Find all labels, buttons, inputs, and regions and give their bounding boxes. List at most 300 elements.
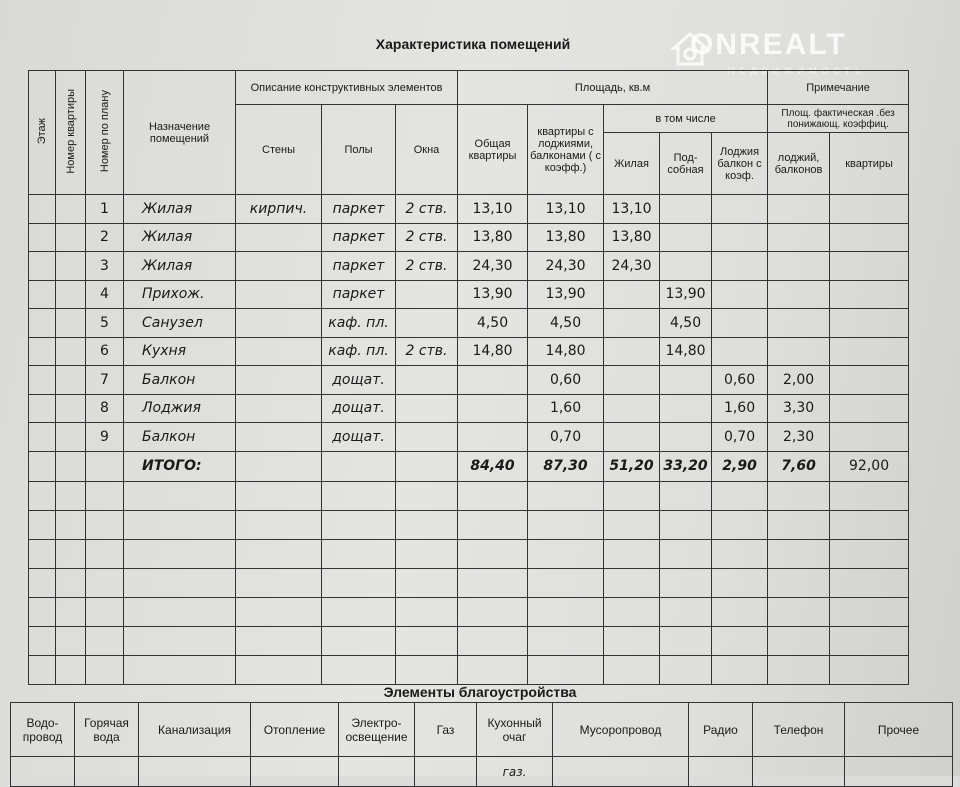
empty-cell xyxy=(830,626,909,655)
cell-windows xyxy=(396,451,458,481)
empty-cell xyxy=(768,510,830,539)
empty-cell xyxy=(528,539,604,568)
amenity-value xyxy=(339,757,415,787)
cell-floors: дощат. xyxy=(322,423,396,452)
empty-cell xyxy=(712,510,768,539)
empty-cell xyxy=(528,626,604,655)
empty-cell xyxy=(458,568,528,597)
empty-cell xyxy=(86,626,124,655)
cell-floor xyxy=(29,223,56,252)
cell-apt-no xyxy=(56,223,86,252)
header-living: Жилая xyxy=(604,133,660,195)
cell-with-loggia: 13,80 xyxy=(528,223,604,252)
amenities-values-row xyxy=(11,757,953,787)
totals-label: ИТОГО: xyxy=(124,451,236,481)
cell-plan-no: 7 xyxy=(86,366,124,395)
empty-row xyxy=(29,626,909,655)
empty-row xyxy=(29,539,909,568)
cell-windows xyxy=(396,366,458,395)
table-row xyxy=(29,223,909,252)
cell-actual-loggia xyxy=(768,195,830,224)
empty-cell xyxy=(86,655,124,684)
cell-loggia: 1,60 xyxy=(712,394,768,423)
cell-floor xyxy=(29,337,56,366)
cell-purpose: Санузел xyxy=(124,309,236,338)
empty-cell xyxy=(528,655,604,684)
amenity-value xyxy=(139,757,251,787)
cell-loggia xyxy=(712,309,768,338)
empty-cell xyxy=(236,510,322,539)
empty-cell xyxy=(396,597,458,626)
cell-actual-apt xyxy=(830,252,909,281)
empty-cell xyxy=(56,655,86,684)
amenity-value xyxy=(251,757,339,787)
empty-cell xyxy=(830,510,909,539)
amenity-header: Электро-освещение xyxy=(339,703,415,757)
cell-loggia: 0,60 xyxy=(712,366,768,395)
cell-walls xyxy=(236,309,322,338)
empty-cell xyxy=(458,539,528,568)
empty-cell xyxy=(458,655,528,684)
empty-row xyxy=(29,481,909,510)
cell-aux: 13,90 xyxy=(660,280,712,309)
empty-cell xyxy=(124,655,236,684)
empty-cell xyxy=(768,568,830,597)
cell-aux xyxy=(660,423,712,452)
cell-plan-no: 9 xyxy=(86,423,124,452)
empty-cell xyxy=(528,597,604,626)
watermark-sub: НЕДВИЖИМОСТЬ xyxy=(728,66,866,76)
header-walls: Стены xyxy=(236,105,322,195)
empty-cell xyxy=(124,539,236,568)
header-loggia-coef: Лоджия балкон с коэф. xyxy=(712,133,768,195)
amenity-header: Телефон xyxy=(753,703,845,757)
amenities-header-row xyxy=(11,703,953,757)
empty-cell xyxy=(29,510,56,539)
cell-purpose: Жилая xyxy=(124,252,236,281)
empty-cell xyxy=(322,510,396,539)
amenity-header: Отопление xyxy=(251,703,339,757)
empty-cell xyxy=(396,510,458,539)
cell-walls xyxy=(236,394,322,423)
cell-walls xyxy=(236,280,322,309)
cell-total: 13,10 xyxy=(458,195,528,224)
cell-aux xyxy=(660,394,712,423)
empty-cell xyxy=(528,481,604,510)
empty-cell xyxy=(768,655,830,684)
amenity-value: газ. xyxy=(477,757,553,787)
table-row xyxy=(29,280,909,309)
cell-total: 4,50 xyxy=(458,309,528,338)
empty-cell xyxy=(236,539,322,568)
watermark-brand: ONREALT xyxy=(690,28,847,61)
cell-floors: дощат. xyxy=(322,394,396,423)
cell-actual-apt xyxy=(830,366,909,395)
header-actual-area: Площ. фактическая .без понижающ. коэффиц. xyxy=(768,105,909,133)
empty-cell xyxy=(712,597,768,626)
amenity-header: Кухонный очаг xyxy=(477,703,553,757)
cell-floors xyxy=(322,451,396,481)
empty-cell xyxy=(86,539,124,568)
empty-cell xyxy=(86,481,124,510)
cell-living: 13,10 xyxy=(604,195,660,224)
amenity-header: Прочее xyxy=(845,703,953,757)
empty-cell xyxy=(458,597,528,626)
cell-windows: 2 ств. xyxy=(396,337,458,366)
cell-purpose: Жилая xyxy=(124,195,236,224)
empty-cell xyxy=(660,597,712,626)
cell-purpose: Жилая xyxy=(124,223,236,252)
cell-floors: каф. пл. xyxy=(322,337,396,366)
table-row xyxy=(29,252,909,281)
cell-floor xyxy=(29,252,56,281)
empty-cell xyxy=(458,626,528,655)
amenity-header: Газ xyxy=(415,703,477,757)
amenity-value xyxy=(845,757,953,787)
cell-total xyxy=(458,394,528,423)
empty-cell xyxy=(712,655,768,684)
cell-actual-loggia: 2,30 xyxy=(768,423,830,452)
cell-aux xyxy=(660,195,712,224)
cell-plan-no xyxy=(86,451,124,481)
empty-cell xyxy=(768,597,830,626)
cell-with-loggia: 13,90 xyxy=(528,280,604,309)
cell-apt-no xyxy=(56,366,86,395)
cell-loggia xyxy=(712,195,768,224)
cell-floors: дощат. xyxy=(322,366,396,395)
totals-actual-apt: 92,00 xyxy=(830,451,909,481)
table-row xyxy=(29,195,909,224)
cell-floor xyxy=(29,195,56,224)
cell-aux xyxy=(660,252,712,281)
cell-windows xyxy=(396,394,458,423)
cell-purpose: Лоджия xyxy=(124,394,236,423)
cell-apt-no xyxy=(56,337,86,366)
cell-purpose: Балкон xyxy=(124,366,236,395)
cell-living: 13,80 xyxy=(604,223,660,252)
table-row xyxy=(29,366,909,395)
totals-total: 84,40 xyxy=(458,451,528,481)
empty-row xyxy=(29,510,909,539)
cell-apt-no xyxy=(56,394,86,423)
table-row xyxy=(29,309,909,338)
cell-living xyxy=(604,366,660,395)
empty-cell xyxy=(604,626,660,655)
empty-cell xyxy=(712,568,768,597)
empty-cell xyxy=(322,539,396,568)
empty-cell xyxy=(56,510,86,539)
empty-cell xyxy=(29,568,56,597)
cell-apt-no xyxy=(56,280,86,309)
cell-purpose: Прихож. xyxy=(124,280,236,309)
empty-cell xyxy=(604,597,660,626)
cell-with-loggia: 0,70 xyxy=(528,423,604,452)
header-note: Примечание xyxy=(768,71,909,105)
cell-plan-no: 8 xyxy=(86,394,124,423)
amenity-header: Горячая вода xyxy=(75,703,139,757)
cell-plan-no: 1 xyxy=(86,195,124,224)
empty-cell xyxy=(660,655,712,684)
rooms-table xyxy=(28,70,909,685)
cell-with-loggia: 1,60 xyxy=(528,394,604,423)
amenity-value xyxy=(11,757,75,787)
empty-cell xyxy=(86,597,124,626)
empty-cell xyxy=(660,481,712,510)
cell-walls: кирпич. xyxy=(236,195,322,224)
totals-loggia: 2,90 xyxy=(712,451,768,481)
empty-cell xyxy=(830,568,909,597)
table-row xyxy=(29,394,909,423)
cell-windows xyxy=(396,423,458,452)
empty-cell xyxy=(830,597,909,626)
cell-plan-no: 5 xyxy=(86,309,124,338)
cell-apt-no xyxy=(56,309,86,338)
cell-with-loggia: 4,50 xyxy=(528,309,604,338)
empty-cell xyxy=(830,655,909,684)
cell-total: 13,80 xyxy=(458,223,528,252)
empty-cell xyxy=(830,539,909,568)
header-construct: Описание конструктивных элементов xyxy=(236,71,458,105)
empty-cell xyxy=(660,568,712,597)
cell-actual-apt xyxy=(830,195,909,224)
cell-total xyxy=(458,423,528,452)
header-floors: Полы xyxy=(322,105,396,195)
cell-apt-no xyxy=(56,423,86,452)
amenity-value xyxy=(415,757,477,787)
cell-floors: каф. пл. xyxy=(322,309,396,338)
cell-apt-no xyxy=(56,195,86,224)
empty-cell xyxy=(236,597,322,626)
cell-with-loggia: 0,60 xyxy=(528,366,604,395)
amenity-value xyxy=(553,757,689,787)
empty-cell xyxy=(396,568,458,597)
header-apartments: квартиры xyxy=(830,133,909,195)
header-apt-with-loggias: квартиры с лоджиями, балконами ( с коэфф.) xyxy=(528,105,604,195)
totals-with-loggia: 87,30 xyxy=(528,451,604,481)
empty-cell xyxy=(322,481,396,510)
header-loggias-balconies: лоджий, балконов xyxy=(768,133,830,195)
cell-living xyxy=(604,423,660,452)
empty-cell xyxy=(712,539,768,568)
empty-cell xyxy=(236,568,322,597)
cell-actual-apt xyxy=(830,423,909,452)
empty-cell xyxy=(604,539,660,568)
cell-purpose: Балкон xyxy=(124,423,236,452)
cell-living xyxy=(604,394,660,423)
table-row xyxy=(29,423,909,452)
empty-cell xyxy=(29,655,56,684)
empty-cell xyxy=(124,481,236,510)
empty-cell xyxy=(29,626,56,655)
cell-floor xyxy=(29,280,56,309)
empty-cell xyxy=(236,481,322,510)
cell-actual-apt xyxy=(830,394,909,423)
empty-cell xyxy=(56,597,86,626)
cell-actual-loggia xyxy=(768,252,830,281)
cell-floor xyxy=(29,366,56,395)
empty-cell xyxy=(124,510,236,539)
empty-cell xyxy=(124,597,236,626)
cell-floors: паркет xyxy=(322,223,396,252)
cell-walls xyxy=(236,223,322,252)
empty-row xyxy=(29,655,909,684)
empty-cell xyxy=(86,510,124,539)
cell-walls xyxy=(236,451,322,481)
cell-actual-apt xyxy=(830,337,909,366)
cell-actual-apt xyxy=(830,309,909,338)
header-purpose: Назначение помещений xyxy=(124,71,236,195)
amenities-table xyxy=(10,702,953,787)
header-windows: Окна xyxy=(396,105,458,195)
empty-cell xyxy=(768,481,830,510)
cell-plan-no: 6 xyxy=(86,337,124,366)
cell-floor xyxy=(29,394,56,423)
empty-cell xyxy=(236,655,322,684)
amenity-value xyxy=(75,757,139,787)
empty-cell xyxy=(712,626,768,655)
cell-walls xyxy=(236,423,322,452)
empty-cell xyxy=(396,626,458,655)
header-total-apt: Общая квартиры xyxy=(458,105,528,195)
empty-cell xyxy=(124,568,236,597)
cell-total: 24,30 xyxy=(458,252,528,281)
cell-actual-loggia: 3,30 xyxy=(768,394,830,423)
table-row xyxy=(29,337,909,366)
empty-cell xyxy=(396,539,458,568)
header-area: Площадь, кв.м xyxy=(458,71,768,105)
empty-cell xyxy=(322,626,396,655)
empty-cell xyxy=(86,568,124,597)
cell-windows xyxy=(396,309,458,338)
cell-aux xyxy=(660,366,712,395)
empty-cell xyxy=(56,539,86,568)
empty-cell xyxy=(458,510,528,539)
empty-cell xyxy=(660,510,712,539)
cell-apt-no xyxy=(56,252,86,281)
cell-walls xyxy=(236,366,322,395)
empty-cell xyxy=(29,539,56,568)
cell-actual-loggia xyxy=(768,309,830,338)
cell-actual-apt xyxy=(830,223,909,252)
cell-actual-loggia xyxy=(768,337,830,366)
empty-cell xyxy=(322,568,396,597)
empty-cell xyxy=(660,626,712,655)
cell-loggia xyxy=(712,337,768,366)
cell-total xyxy=(458,366,528,395)
empty-row xyxy=(29,568,909,597)
cell-windows: 2 ств. xyxy=(396,195,458,224)
totals-row xyxy=(29,451,909,481)
cell-floor xyxy=(29,309,56,338)
header-aux: Под-собная xyxy=(660,133,712,195)
cell-living: 24,30 xyxy=(604,252,660,281)
cell-actual-loggia xyxy=(768,280,830,309)
empty-cell xyxy=(236,626,322,655)
cell-plan-no: 3 xyxy=(86,252,124,281)
cell-living xyxy=(604,337,660,366)
amenities-title: Элементы благоустройства xyxy=(383,684,577,700)
cell-floors: паркет xyxy=(322,252,396,281)
cell-living xyxy=(604,309,660,338)
empty-cell xyxy=(56,481,86,510)
amenity-value xyxy=(689,757,753,787)
empty-cell xyxy=(604,655,660,684)
amenity-value xyxy=(753,757,845,787)
cell-plan-no: 2 xyxy=(86,223,124,252)
cell-actual-loggia xyxy=(768,223,830,252)
empty-cell xyxy=(604,481,660,510)
empty-row xyxy=(29,597,909,626)
cell-walls xyxy=(236,337,322,366)
cell-windows: 2 ств. xyxy=(396,223,458,252)
cell-plan-no: 4 xyxy=(86,280,124,309)
totals-actual-loggia: 7,60 xyxy=(768,451,830,481)
cell-aux: 4,50 xyxy=(660,309,712,338)
cell-apt-no xyxy=(56,451,86,481)
empty-cell xyxy=(830,481,909,510)
empty-cell xyxy=(604,568,660,597)
cell-loggia: 0,70 xyxy=(712,423,768,452)
totals-aux: 33,20 xyxy=(660,451,712,481)
totals-living: 51,20 xyxy=(604,451,660,481)
empty-cell xyxy=(56,626,86,655)
cell-actual-apt xyxy=(830,280,909,309)
cell-with-loggia: 14,80 xyxy=(528,337,604,366)
cell-windows xyxy=(396,280,458,309)
cell-floors: паркет xyxy=(322,280,396,309)
amenity-header: Канализация xyxy=(139,703,251,757)
amenity-header: Водо-провод xyxy=(11,703,75,757)
empty-cell xyxy=(124,626,236,655)
header-floor: Этаж xyxy=(29,71,56,195)
empty-cell xyxy=(528,510,604,539)
cell-purpose: Кухня xyxy=(124,337,236,366)
cell-actual-loggia: 2,00 xyxy=(768,366,830,395)
amenity-header: Мусоропровод xyxy=(553,703,689,757)
cell-total: 13,90 xyxy=(458,280,528,309)
cell-with-loggia: 13,10 xyxy=(528,195,604,224)
page-title: Характеристика помещений xyxy=(375,36,571,52)
empty-cell xyxy=(660,539,712,568)
cell-floor xyxy=(29,451,56,481)
cell-loggia xyxy=(712,252,768,281)
empty-cell xyxy=(768,539,830,568)
rooms-body xyxy=(29,195,909,685)
empty-cell xyxy=(712,481,768,510)
empty-cell xyxy=(604,510,660,539)
cell-aux xyxy=(660,223,712,252)
empty-cell xyxy=(29,597,56,626)
header-incl: в том числе xyxy=(604,105,768,133)
cell-windows: 2 ств. xyxy=(396,252,458,281)
empty-cell xyxy=(528,568,604,597)
amenity-header: Радио xyxy=(689,703,753,757)
cell-walls xyxy=(236,252,322,281)
empty-cell xyxy=(56,568,86,597)
cell-with-loggia: 24,30 xyxy=(528,252,604,281)
empty-cell xyxy=(396,481,458,510)
empty-cell xyxy=(458,481,528,510)
empty-cell xyxy=(396,655,458,684)
header-plan-no: Номер по плану xyxy=(86,71,124,195)
cell-loggia xyxy=(712,223,768,252)
empty-cell xyxy=(322,655,396,684)
cell-floor xyxy=(29,423,56,452)
empty-cell xyxy=(322,597,396,626)
empty-cell xyxy=(768,626,830,655)
cell-aux: 14,80 xyxy=(660,337,712,366)
cell-living xyxy=(604,280,660,309)
